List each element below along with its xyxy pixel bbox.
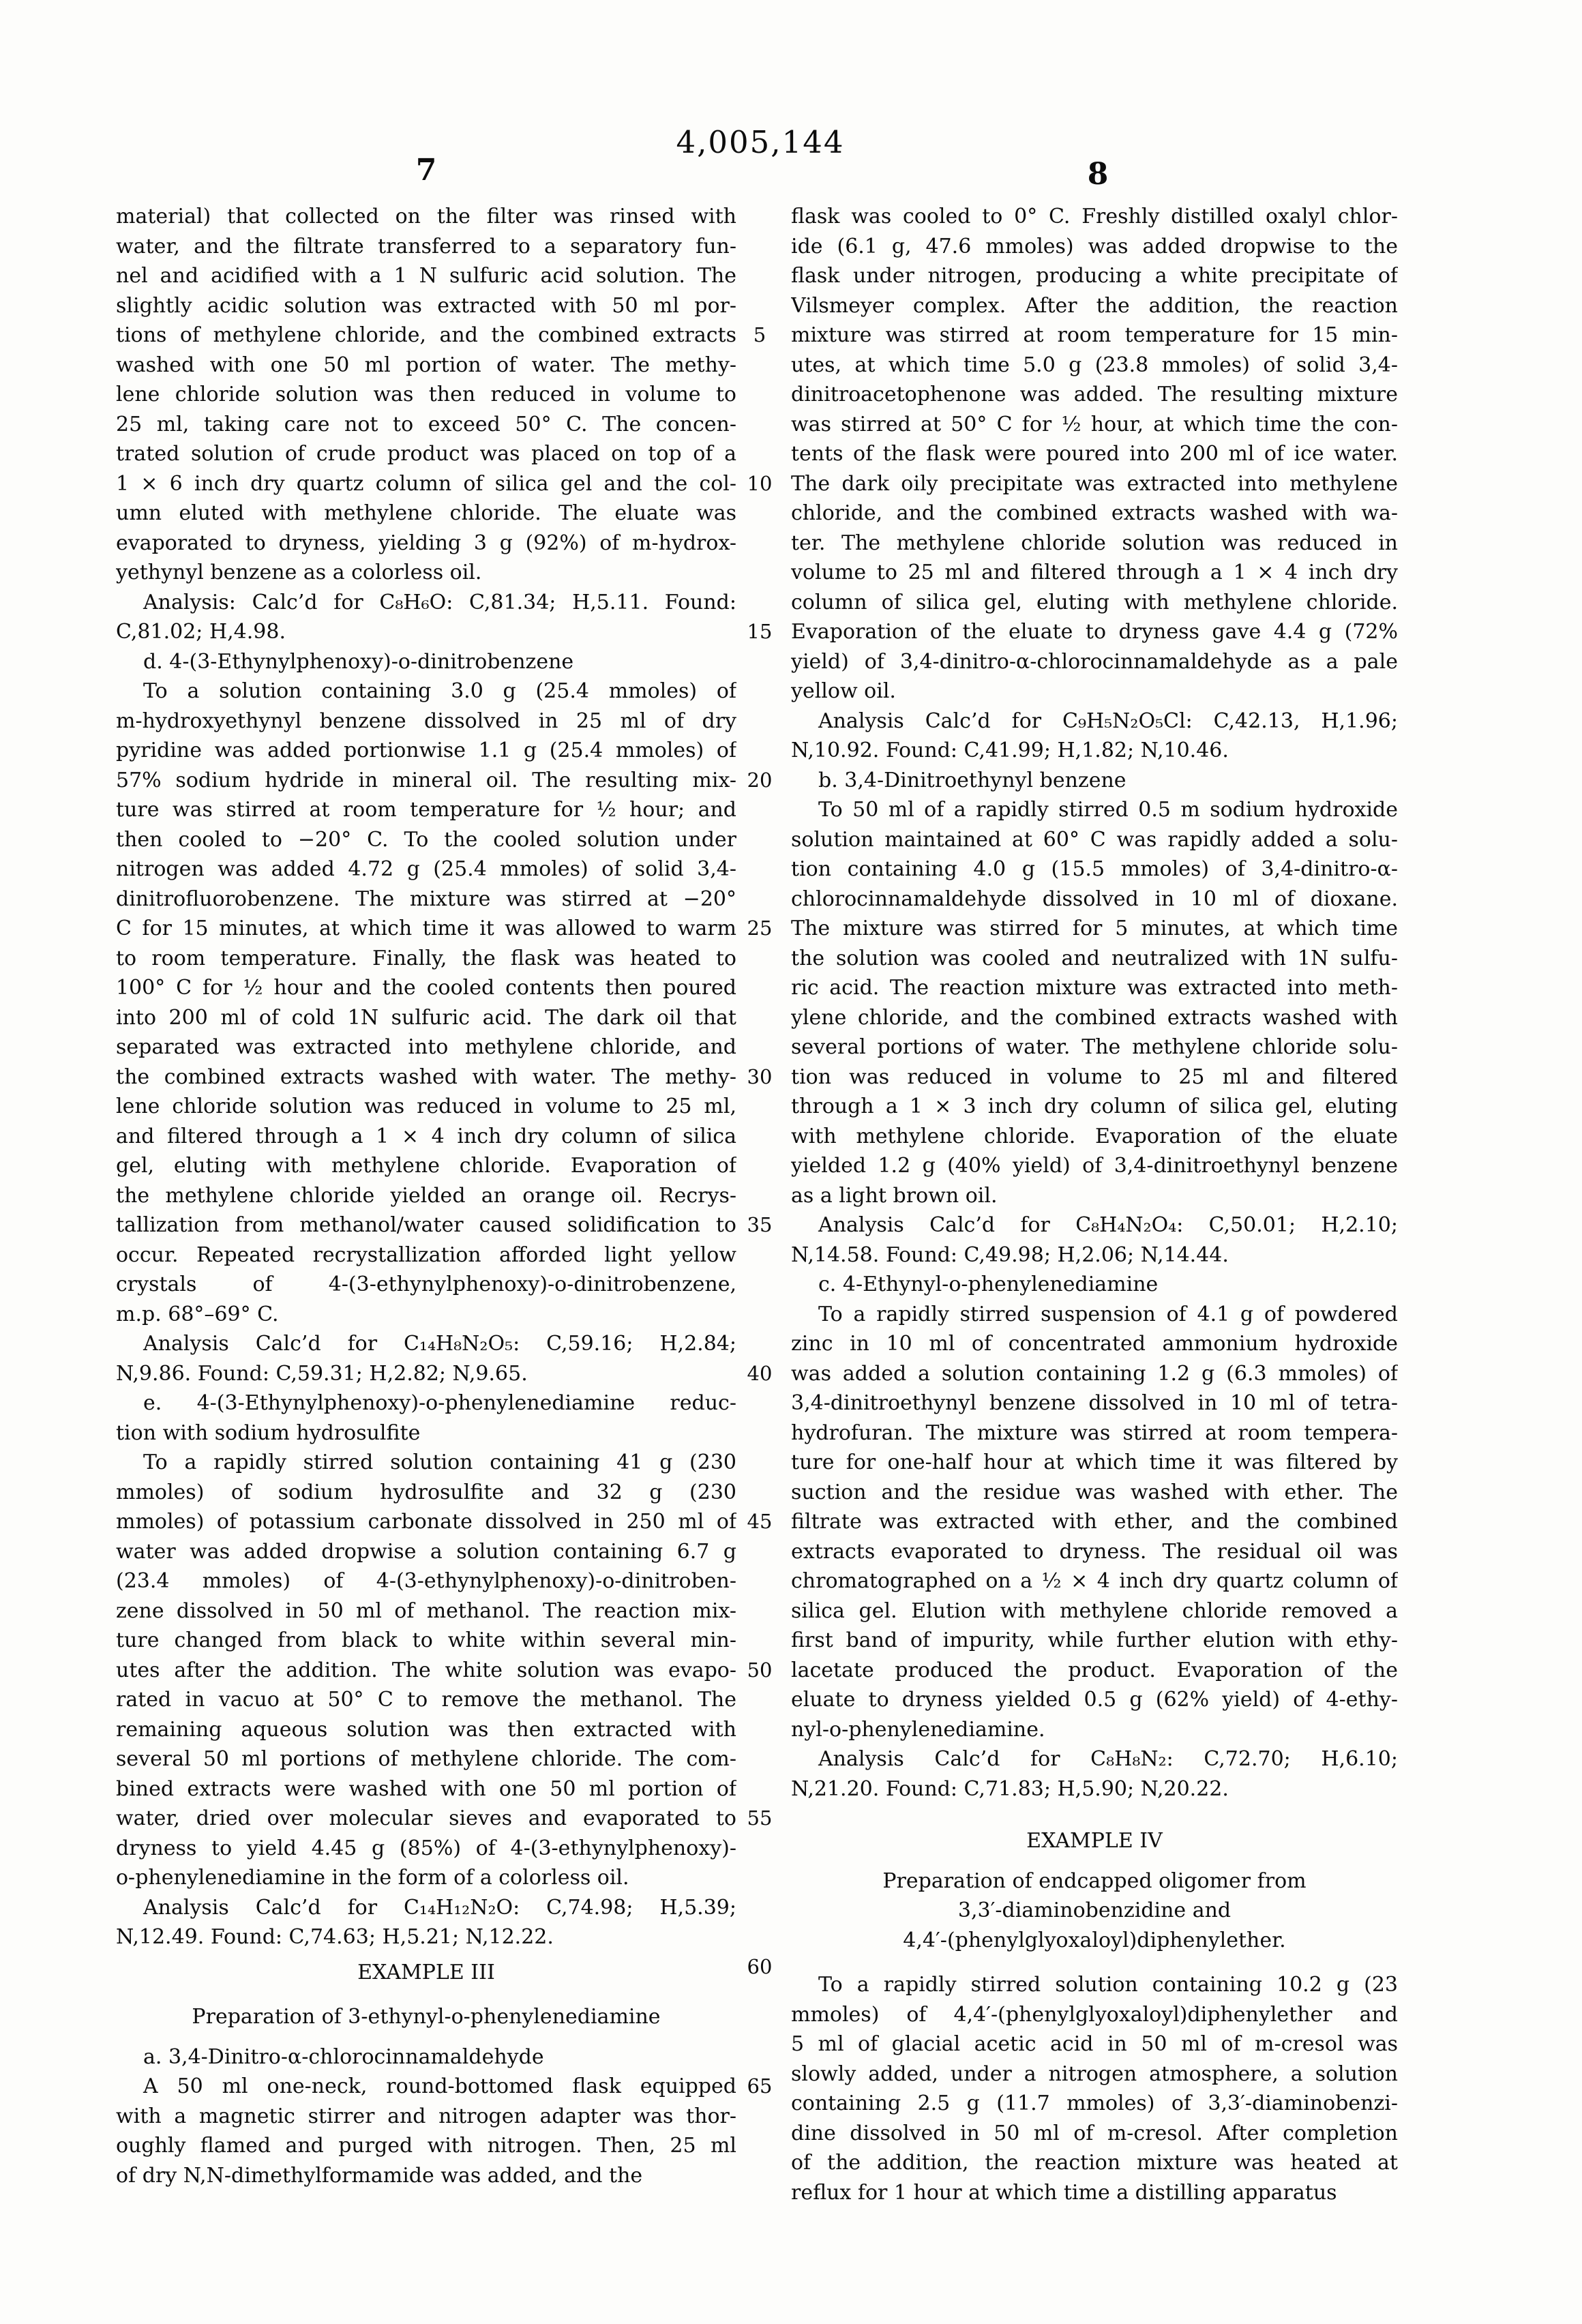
text-line: b. 3,4-Dinitroethynyl benzene [818,768,1126,792]
text-line: To a rapidly stirred solution containing 10.2 g (23 [818,1973,1398,1997]
text-line: water, and the filtrate transferred to a separatory fun- [116,234,736,258]
text-line: A 50 ml one-neck, round-bottomed flask equipped [143,2074,736,2098]
text-line: dine dissolved in 50 ml of m-cresol. After completion [791,2121,1398,2145]
text-line: mmoles) of sodium hydrosulfite and 32 g (230 [116,1480,736,1504]
text-line: c. 4-Ethynyl-o-phenylenediamine [818,1272,1159,1296]
text-line: pyridine was added portionwise 1.1 g (25.4 mmoles) of [116,739,736,762]
text-line: 3,4-dinitroethynyl benzene dissolved in 10 ml of tetra- [791,1391,1398,1415]
text-line: yielded 1.2 g (40% yield) of 3,4-dinitroethynyl benzene [791,1154,1398,1178]
text-line: water, dried over molecular sieves and evaporated to [116,1806,736,1830]
line-number-marker: 15 [747,620,773,643]
text-line: filtrate was extracted with ether, and the combined [791,1510,1398,1534]
text-line: ture for one-half hour at which time it was filtered by [791,1450,1398,1474]
text-line: To 50 ml of a rapidly stirred 0.5 m sodium hydroxide [818,798,1398,822]
text-line: remaining aqueous solution was then extracted with [116,1717,736,1742]
line-number-marker: 30 [747,1065,773,1088]
right-column [791,202,1398,2207]
text-line: dinitrofluorobenzene. The mixture was stirred at −20° [116,887,736,911]
text-line: occur. Repeated recrystallization afforded light yellow [116,1242,736,1267]
text-line: rated in vacuo at 50° C to remove the methanol. The [116,1688,736,1712]
text-line: N,21.20. Found: C,71.83; H,5.90; N,20.22. [791,1776,1229,1801]
text-line: containing 2.5 g (11.7 mmoles) of 3,3′-diaminobenzi- [791,2091,1398,2115]
text-line: lene chloride solution was then reduced in volume to [116,383,736,406]
text-line: yethynyl benzene as a colorless oil. [116,561,482,584]
text-line: with methylene chloride. Evaporation of the eluate [791,1124,1398,1148]
column-number-left: 7 [415,153,437,188]
text-line: separated was extracted into methylene chloride, and [116,1035,736,1059]
line-number-marker: 20 [747,769,773,792]
text-line: utes after the addition. The white solution was evapo- [116,1658,736,1682]
text-line: ter. The methylene chloride solution was reduced in [791,531,1398,555]
text-line: Analysis: Calc’d for C₈H₆O: C,81.34; H,5.11. Found: [143,590,736,614]
text-line: extracts evaporated to dryness. The residual oil was [791,1539,1398,1564]
text-line: several portions of water. The methylene chloride solu- [791,1035,1398,1059]
line-number-marker: 35 [747,1213,773,1236]
text-line: 3,3′-diaminobenzidine and [957,1898,1232,1922]
text-line: slowly added, under a nitrogen atmosphere, a solution [791,2061,1398,2086]
text-line: Preparation of 3-ethynyl-o-phenylenediamine [192,2005,661,2029]
text-line: ylene chloride, and the combined extracts washed with [791,1005,1398,1030]
text-line: N,14.58. Found: C,49.98; H,2.06; N,14.44. [791,1242,1229,1267]
line-number-marker: 50 [747,1658,773,1682]
text-line: tion with sodium hydrosulfite [116,1420,421,1445]
text-line: C,81.02; H,4.98. [116,620,286,644]
text-line: 5 ml of glacial acetic acid in 50 ml of m-cresol was [791,2032,1398,2056]
text-line: EXAMPLE III [357,1960,495,1984]
text-line: first band of impurity, while further elution with ethy- [791,1628,1398,1652]
text-line: mixture was stirred at room temperature for 15 min- [791,323,1398,347]
text-line: chromatographed on a ½ × 4 inch dry quartz column of [791,1569,1398,1593]
text-line: several 50 ml portions of methylene chloride. The com- [116,1747,736,1771]
text-line: crystals of 4-(3-ethynylphenoxy)-o-dinitrobenzene, [116,1272,736,1296]
text-line: umn eluted with methylene chloride. The eluate was [116,501,736,525]
text-line: 57% sodium hydride in mineral oil. The resulting mix- [116,768,736,792]
text-line: Analysis Calc’d for C₁₄H₈N₂O₅: C,59.16; H,2.84; [143,1332,736,1356]
text-line: 4,4′-(phenylglyoxaloyl)diphenylether. [903,1928,1286,1952]
patent-number: 4,005,144 [676,124,845,160]
text-line: zinc in 10 ml of concentrated ammonium hydroxide [791,1332,1398,1356]
text-line: as a light brown oil. [791,1183,998,1208]
text-line: volume to 25 ml and filtered through a 1 × 4 inch dry [791,561,1398,584]
text-line: 1 × 6 inch dry quartz column of silica gel and the col- [116,471,736,496]
text-line: ture was stirred at room temperature for ½ hour; and [116,798,736,822]
text-line: ric acid. The reaction mixture was extracted into meth- [791,976,1398,1000]
text-line: ide (6.1 g, 47.6 mmoles) was added dropwise to the [791,234,1398,258]
text-line: oughly flamed and purged with nitrogen. Then, 25 ml [116,2134,736,2158]
text-line: lacetate produced the product. Evaporation of the [791,1658,1398,1682]
text-line: with a magnetic stirrer and nitrogen adapter was thor- [116,2104,736,2128]
text-line: ture changed from black to white within several min- [116,1628,736,1652]
text-line: silica gel. Elution with methylene chloride removed a [791,1598,1398,1623]
text-line: washed with one 50 ml portion of water. The methy- [116,353,736,377]
text-line: reflux for 1 hour at which time a distilling apparatus [791,2180,1337,2205]
text-line: Analysis Calc’d for C₁₄H₁₂N₂O: C,74.98; H,5.39; [143,1895,736,1920]
text-line: The mixture was stirred for 5 minutes, at which time [791,917,1398,940]
text-line: nel and acidified with a 1 N sulfuric acid solution. The [116,264,736,288]
text-line: suction and the residue was washed with ether. The [791,1480,1398,1504]
line-number-marker: 60 [747,1955,773,1978]
line-number-marker: 40 [747,1362,773,1385]
column-number-right: 8 [1087,157,1109,192]
text-line: mmoles) of 4,4′-(phenylglyoxaloyl)diphenylether and [791,2002,1398,2027]
text-line: then cooled to −20° C. To the cooled solution under [116,827,736,852]
text-line: To a solution containing 3.0 g (25.4 mmoles) of [143,679,736,703]
text-line: (23.4 mmoles) of 4-(3-ethynylphenoxy)-o-dinitroben- [116,1569,736,1593]
text-line: flask was cooled to 0° C. Freshly distilled oxalyl chlor- [791,205,1398,228]
text-line: and filtered through a 1 × 4 inch dry column of silica [116,1124,736,1148]
text-line: material) that collected on the filter was rinsed with [116,205,736,228]
text-line: chloride, and the combined extracts washed with wa- [791,501,1398,525]
text-line: To a rapidly stirred suspension of 4.1 g of powdered [818,1302,1398,1326]
text-line: through a 1 × 3 inch dry column of silica gel, eluting [791,1094,1398,1118]
text-line: nitrogen was added 4.72 g (25.4 mmoles) of solid 3,4- [116,857,736,881]
text-line: bined extracts were washed with one 50 ml portion of [116,1776,736,1801]
text-line: trated solution of crude product was placed on top of a [116,442,736,466]
text-line: N,12.49. Found: C,74.63; H,5.21; N,12.22. [116,1925,554,1949]
text-line: water was added dropwise a solution containing 6.7 g [116,1539,736,1564]
line-number-marker: 55 [747,1806,773,1830]
text-line: the solution was cooled and neutralized with 1N sulfu- [791,946,1398,970]
text-line: into 200 ml of cold 1N sulfuric acid. The dark oil that [116,1005,736,1030]
text-line: dryness to yield 4.45 g (85%) of 4-(3-ethynylphenoxy)- [116,1836,736,1860]
text-line: d. 4-(3-Ethynylphenoxy)-o-dinitrobenzene [143,649,574,674]
text-line: chlorocinnamaldehyde dissolved in 10 ml of dioxane. [791,887,1398,911]
line-number-marker: 25 [747,917,773,940]
text-line: gel, eluting with methylene chloride. Evaporation of [116,1154,736,1178]
text-line: To a rapidly stirred solution containing 41 g (230 [143,1450,736,1474]
text-line: N,9.86. Found: C,59.31; H,2.82; N,9.65. [116,1361,528,1386]
line-number-marker: 45 [747,1510,773,1533]
text-line: evaporated to dryness, yielding 3 g (92%) of m-hydrox- [116,531,736,555]
text-line: e. 4-(3-Ethynylphenoxy)-o-phenylenediamine reduc- [143,1391,736,1415]
text-line: Analysis Calc’d for C₉H₅N₂O₅Cl: C,42.13, H,1.96; [818,709,1398,733]
text-line: tallization from methanol/water caused solidification to [116,1213,736,1237]
text-line: tents of the flask were poured into 200 ml of ice water. [791,442,1398,466]
text-line: mmoles) of potassium carbonate dissolved in 250 ml of [116,1510,736,1534]
text-line: 25 ml, taking care not to exceed 50° C. The concen- [116,412,736,436]
text-line: hydrofuran. The mixture was stirred at room tempera- [791,1420,1398,1445]
line-number-marker: 65 [747,2074,773,2098]
text-line: yield) of 3,4-dinitro-α-chlorocinnamaldehyde as a pale [791,649,1398,674]
text-line: m-hydroxyethynyl benzene dissolved in 25 ml of dry [116,709,736,733]
text-line: tion containing 4.0 g (15.5 mmoles) of 3,4-dinitro-α- [791,857,1398,881]
text-line: utes, at which time 5.0 g (23.8 mmoles) of solid 3,4- [791,353,1398,377]
text-line: 100° C for ½ hour and the cooled contents then poured [116,976,736,1000]
text-line: m.p. 68°–69° C. [116,1302,279,1326]
text-line: zene dissolved in 50 ml of methanol. The reaction mix- [116,1598,736,1623]
text-line: Preparation of endcapped oligomer from [882,1868,1307,1893]
text-line: was added a solution containing 1.2 g (6.3 mmoles) of [791,1361,1398,1386]
text-line: of dry N,N-dimethylformamide was added, and the [116,2163,643,2188]
text-line: Analysis Calc’d for C₈H₈N₂: C,72.70; H,6.10; [818,1747,1398,1771]
text-line: The dark oily precipitate was extracted into methylene [791,471,1398,496]
text-line: N,10.92. Found: C,41.99; H,1.82; N,10.46. [791,739,1229,762]
text-line: solution maintained at 60° C was rapidly added a solu- [791,827,1398,852]
text-line: column of silica gel, eluting with methylene chloride. [791,590,1398,614]
text-line: Evaporation of the eluate to dryness gave 4.4 g (72% [791,620,1398,644]
text-line: EXAMPLE IV [1026,1829,1163,1853]
text-line: dinitroacetophenone was added. The resulting mixture [791,383,1398,406]
text-line: nyl-o-phenylenediamine. [791,1717,1045,1742]
text-line: to room temperature. Finally, the flask was heated to [116,946,736,970]
text-line: yellow oil. [791,679,896,703]
text-line: C for 15 minutes, at which time it was allowed to warm [116,917,736,940]
text-line: was stirred at 50° C for ½ hour, at which time the con- [791,412,1398,436]
text-line: a. 3,4-Dinitro-α-chlorocinnamaldehyde [143,2044,544,2069]
text-line: slightly acidic solution was extracted with 50 ml por- [116,293,736,318]
text-line: flask under nitrogen, producing a white precipitate of [791,264,1398,288]
text-line: the methylene chloride yielded an orange oil. Recrys- [116,1183,736,1208]
text-line: tion was reduced in volume to 25 ml and filtered [791,1064,1398,1089]
text-line: lene chloride solution was reduced in volume to 25 ml, [116,1094,736,1118]
text-line: the combined extracts washed with water. The methy- [116,1064,736,1089]
text-line: o-phenylenediamine in the form of a colorless oil. [116,1866,629,1890]
text-line: Vilsmeyer complex. After the addition, the reaction [791,293,1398,318]
line-number-marker: 10 [747,472,773,495]
text-line: tions of methylene chloride, and the combined extracts [116,323,736,347]
text-line: Analysis Calc’d for C₈H₄N₂O₄: C,50.01; H,2.10; [818,1213,1398,1237]
left-column [116,202,736,2190]
text-line: of the addition, the reaction mixture was heated at [791,2151,1398,2175]
text-line: eluate to dryness yielded 0.5 g (62% yield) of 4-ethy- [791,1688,1398,1712]
line-number-marker: 5 [753,323,766,346]
